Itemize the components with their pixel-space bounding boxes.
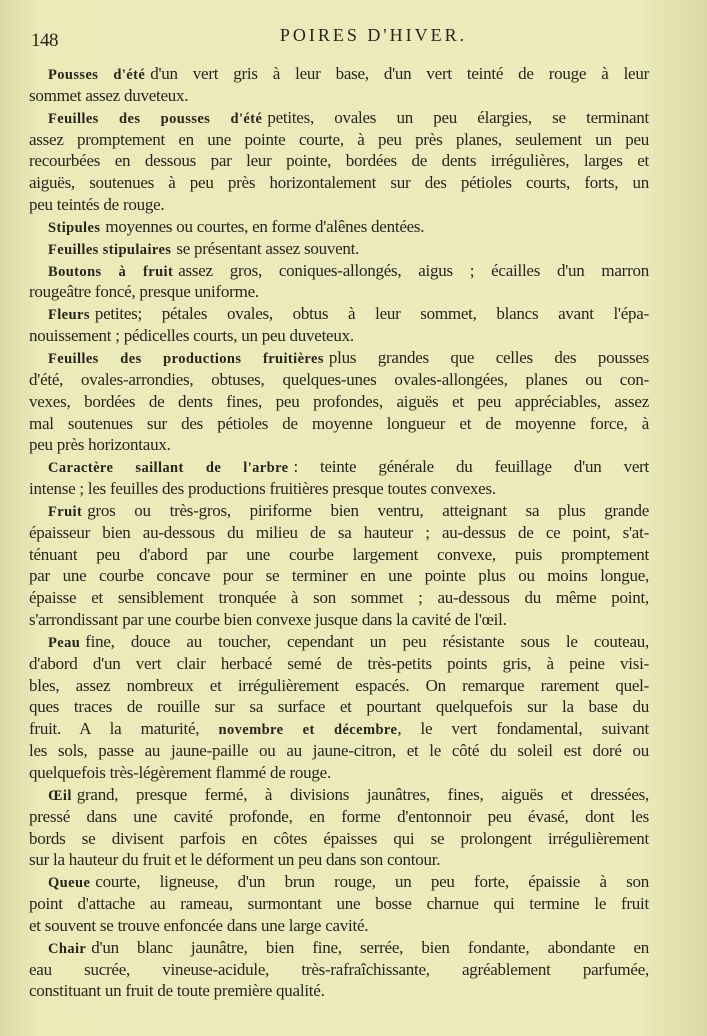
paragraph-lead-term: Fleurs — [48, 307, 90, 324]
text-line — [29, 609, 649, 631]
paragraph-lead-term: Œil — [48, 787, 72, 804]
bold-text: novembre et décembre — [218, 722, 398, 739]
paragraph-lead-term: Feuilles des productions fruitières — [48, 350, 324, 367]
text-segment: pressé dans une cavité profonde, en forme d'entonnoir peu évasé, dont les — [29, 806, 649, 826]
text-line — [29, 675, 649, 697]
text-line — [29, 653, 649, 675]
paragraph-lead-term: Caractère saillant de l'arbre — [48, 460, 289, 477]
text-line — [29, 63, 649, 85]
text-line — [29, 893, 649, 915]
text-line — [29, 740, 649, 762]
text-line — [29, 784, 649, 806]
text-segment: épaisse et sensiblement tronquée à son sommet ; au-dessous du même point, — [29, 588, 649, 608]
text-segment: petites; pétales ovales, obtus à leur sommet, blancs avant l'épa- — [94, 304, 649, 324]
paragraph — [29, 303, 649, 347]
text-segment: s'arrondissant par une courbe bien convexe jusque dans la cavité de l'œil. — [29, 610, 507, 630]
text-segment: ténuant peu d'abord par une courbe largement convexe, puis promptement — [29, 544, 649, 564]
text-line — [29, 107, 649, 129]
text-segment: par une courbe concave pour se terminer en une pointe plus ou moins longue, — [29, 566, 649, 586]
text-line — [29, 391, 649, 413]
paragraph-lead-term: Pousses d'été — [48, 67, 146, 83]
text-line — [29, 915, 649, 937]
text-segment: d'abord d'un vert clair herbacé semé de très-petits points gris, à peine visi- — [29, 653, 649, 673]
text-segment: et souvent se trouve enfoncée dans une large cavité. — [29, 915, 369, 935]
text-line — [29, 762, 649, 784]
paragraph — [29, 631, 649, 784]
text-segment: gros ou très-gros, piriforme bien ventru, atteignant sa plus grande — [87, 500, 649, 520]
text-line — [29, 806, 649, 828]
text-line — [29, 937, 649, 959]
text-segment: mal soutenues sur des pétioles de moyenne longueur et de moyenne force, à — [29, 413, 649, 433]
text-segment: d'un blanc jaunâtre, bien fine, serrée, bien fondante, abondante en — [91, 937, 649, 957]
running-title: POIRES D'HIVER. — [279, 25, 468, 45]
text-line — [29, 565, 649, 587]
paragraph — [29, 107, 649, 216]
text-segment: se présentant assez souvent. — [176, 238, 360, 258]
text-segment: assez gros, coniques-allongés, aigus ; écailles d'un marron — [178, 260, 649, 280]
text-line — [29, 216, 649, 238]
paragraph-lead-term: Feuilles des pousses d'été — [48, 110, 263, 127]
text-segment: intense ; les feuilles des productions fruitières presque toutes convexes. — [29, 479, 496, 499]
text-line — [29, 129, 649, 151]
paragraph-lead-term: Queue — [48, 875, 91, 892]
paragraph-lead-term: Boutons à fruit — [48, 263, 174, 280]
text-line — [29, 478, 649, 500]
page-number: 148 — [31, 30, 58, 51]
text-line — [29, 980, 649, 1002]
paragraph-lead-term: Chair — [48, 940, 87, 957]
text-line — [29, 85, 649, 107]
text-line — [29, 849, 649, 871]
text-segment: nouissement ; pédicelles courts, un peu duveteux. — [29, 326, 354, 346]
text-line — [29, 544, 649, 566]
text-segment: d'été, ovales-arrondies, obtuses, quelques-unes ovales-allongées, planes ou con- — [29, 369, 649, 389]
text-segment: fine, douce au toucher, cependant un peu résistante sous le couteau, — [85, 631, 649, 651]
text-line — [29, 172, 649, 194]
text-segment: petites, ovales un peu élargies, se terminant — [267, 107, 649, 127]
text-segment: plus grandes que celles des pousses — [328, 347, 649, 367]
text-segment: peu près horizontaux. — [29, 435, 171, 455]
text-line — [29, 456, 649, 478]
text-line — [29, 413, 649, 435]
text-line — [29, 150, 649, 172]
text-segment: assez promptement en une pointe courte, à peu près planes, seulement un peu — [29, 129, 649, 149]
text-segment: ques traces de rouille sur sa surface et pourtant quelquefois sur la base du — [29, 697, 649, 717]
text-segment: , le vert fondamental, suivant — [397, 719, 649, 739]
paragraph — [29, 456, 649, 500]
text-segment: fruit. A la maturité, — [29, 719, 219, 739]
text-line — [29, 959, 649, 981]
text-segment: sur la hauteur du fruit et le déforment un peu dans son contour. — [29, 850, 441, 870]
text-line — [29, 325, 649, 347]
text-segment: peu teintés de rouge. — [29, 195, 165, 215]
text-line — [29, 260, 649, 282]
text-segment: quelquefois très-légèrement flammé de rouge. — [29, 763, 331, 782]
text-line — [29, 828, 649, 850]
text-segment: grand, presque fermé, à divisions jaunâtres, fines, aiguës et dressées, — [76, 784, 649, 804]
paragraph — [29, 871, 649, 937]
text-segment: recourbées en dessous par leur pointe, bordées de dents irrégulières, larges et — [29, 151, 649, 171]
text-line — [29, 369, 649, 391]
paragraph-lead-term: Fruit — [48, 503, 83, 520]
text-segment: moyennes ou courtes, en forme d'alênes dentées. — [105, 216, 425, 236]
paragraph-lead-term: Feuilles stipulaires — [48, 241, 172, 258]
text-segment: eau sucrée, vineuse-acidule, très-rafraîchissante, agréablement parfumée, — [29, 959, 649, 979]
text-segment: rougeâtre foncé, presque uniforme. — [29, 282, 259, 302]
text-segment: bles, assez nombreux et irrégulièrement espacés. On remarque rarement quel- — [29, 675, 649, 695]
text-line — [29, 871, 649, 893]
text-line — [29, 238, 649, 260]
text-line — [29, 587, 649, 609]
paragraph — [29, 784, 649, 871]
text-segment: épaisseur bien au-dessous du milieu de sa hauteur ; au-dessus de ce point, s'at- — [29, 522, 649, 542]
text-line — [29, 631, 649, 653]
text-line — [29, 696, 649, 718]
text-line — [29, 522, 649, 544]
text-line — [29, 281, 649, 303]
paragraph-lead-term: Stipules — [48, 219, 101, 236]
paragraph-lead-term: Peau — [48, 634, 81, 651]
paragraph — [29, 260, 649, 304]
text-line — [29, 194, 649, 216]
text-line — [29, 500, 649, 522]
text-segment: vexes, bordées de dents fines, peu profondes, aiguës et peu appréciables, assez — [29, 391, 649, 411]
text-line — [29, 303, 649, 325]
text-segment: constituant un fruit de toute première qualité. — [29, 981, 325, 1001]
text-segment: sommet assez duveteux. — [29, 85, 189, 105]
text-segment: les sols, passe au jaune-paille ou au jaune-citron, et le côté du soleil est doré ou — [29, 741, 649, 761]
paragraph — [29, 238, 649, 260]
paragraph — [29, 347, 649, 456]
text-segment: d'un vert gris à leur base, d'un vert teinté de rouge à leur — [150, 64, 649, 83]
text-segment: bords se divisent parfois en côtes épaisses qui se prolongent irrégulièrement — [29, 828, 649, 848]
text-segment: point d'attache au rameau, surmontant une bosse charnue qui termine le fruit — [29, 894, 649, 914]
paragraph — [29, 937, 649, 1003]
paragraph — [29, 216, 649, 238]
paragraph — [29, 63, 649, 107]
text-line — [29, 718, 649, 740]
text-segment: : teinte générale du feuillage d'un vert — [293, 457, 649, 477]
text-segment: aiguës, soutenues à peu près horizontalement sur des pétioles courts, forts, un — [29, 173, 649, 193]
body-text — [29, 63, 649, 1002]
text-line — [29, 347, 649, 369]
text-line — [29, 434, 649, 456]
paragraph — [29, 500, 649, 631]
text-segment: courte, ligneuse, d'un brun rouge, un peu forte, épaissie à son — [95, 872, 649, 892]
